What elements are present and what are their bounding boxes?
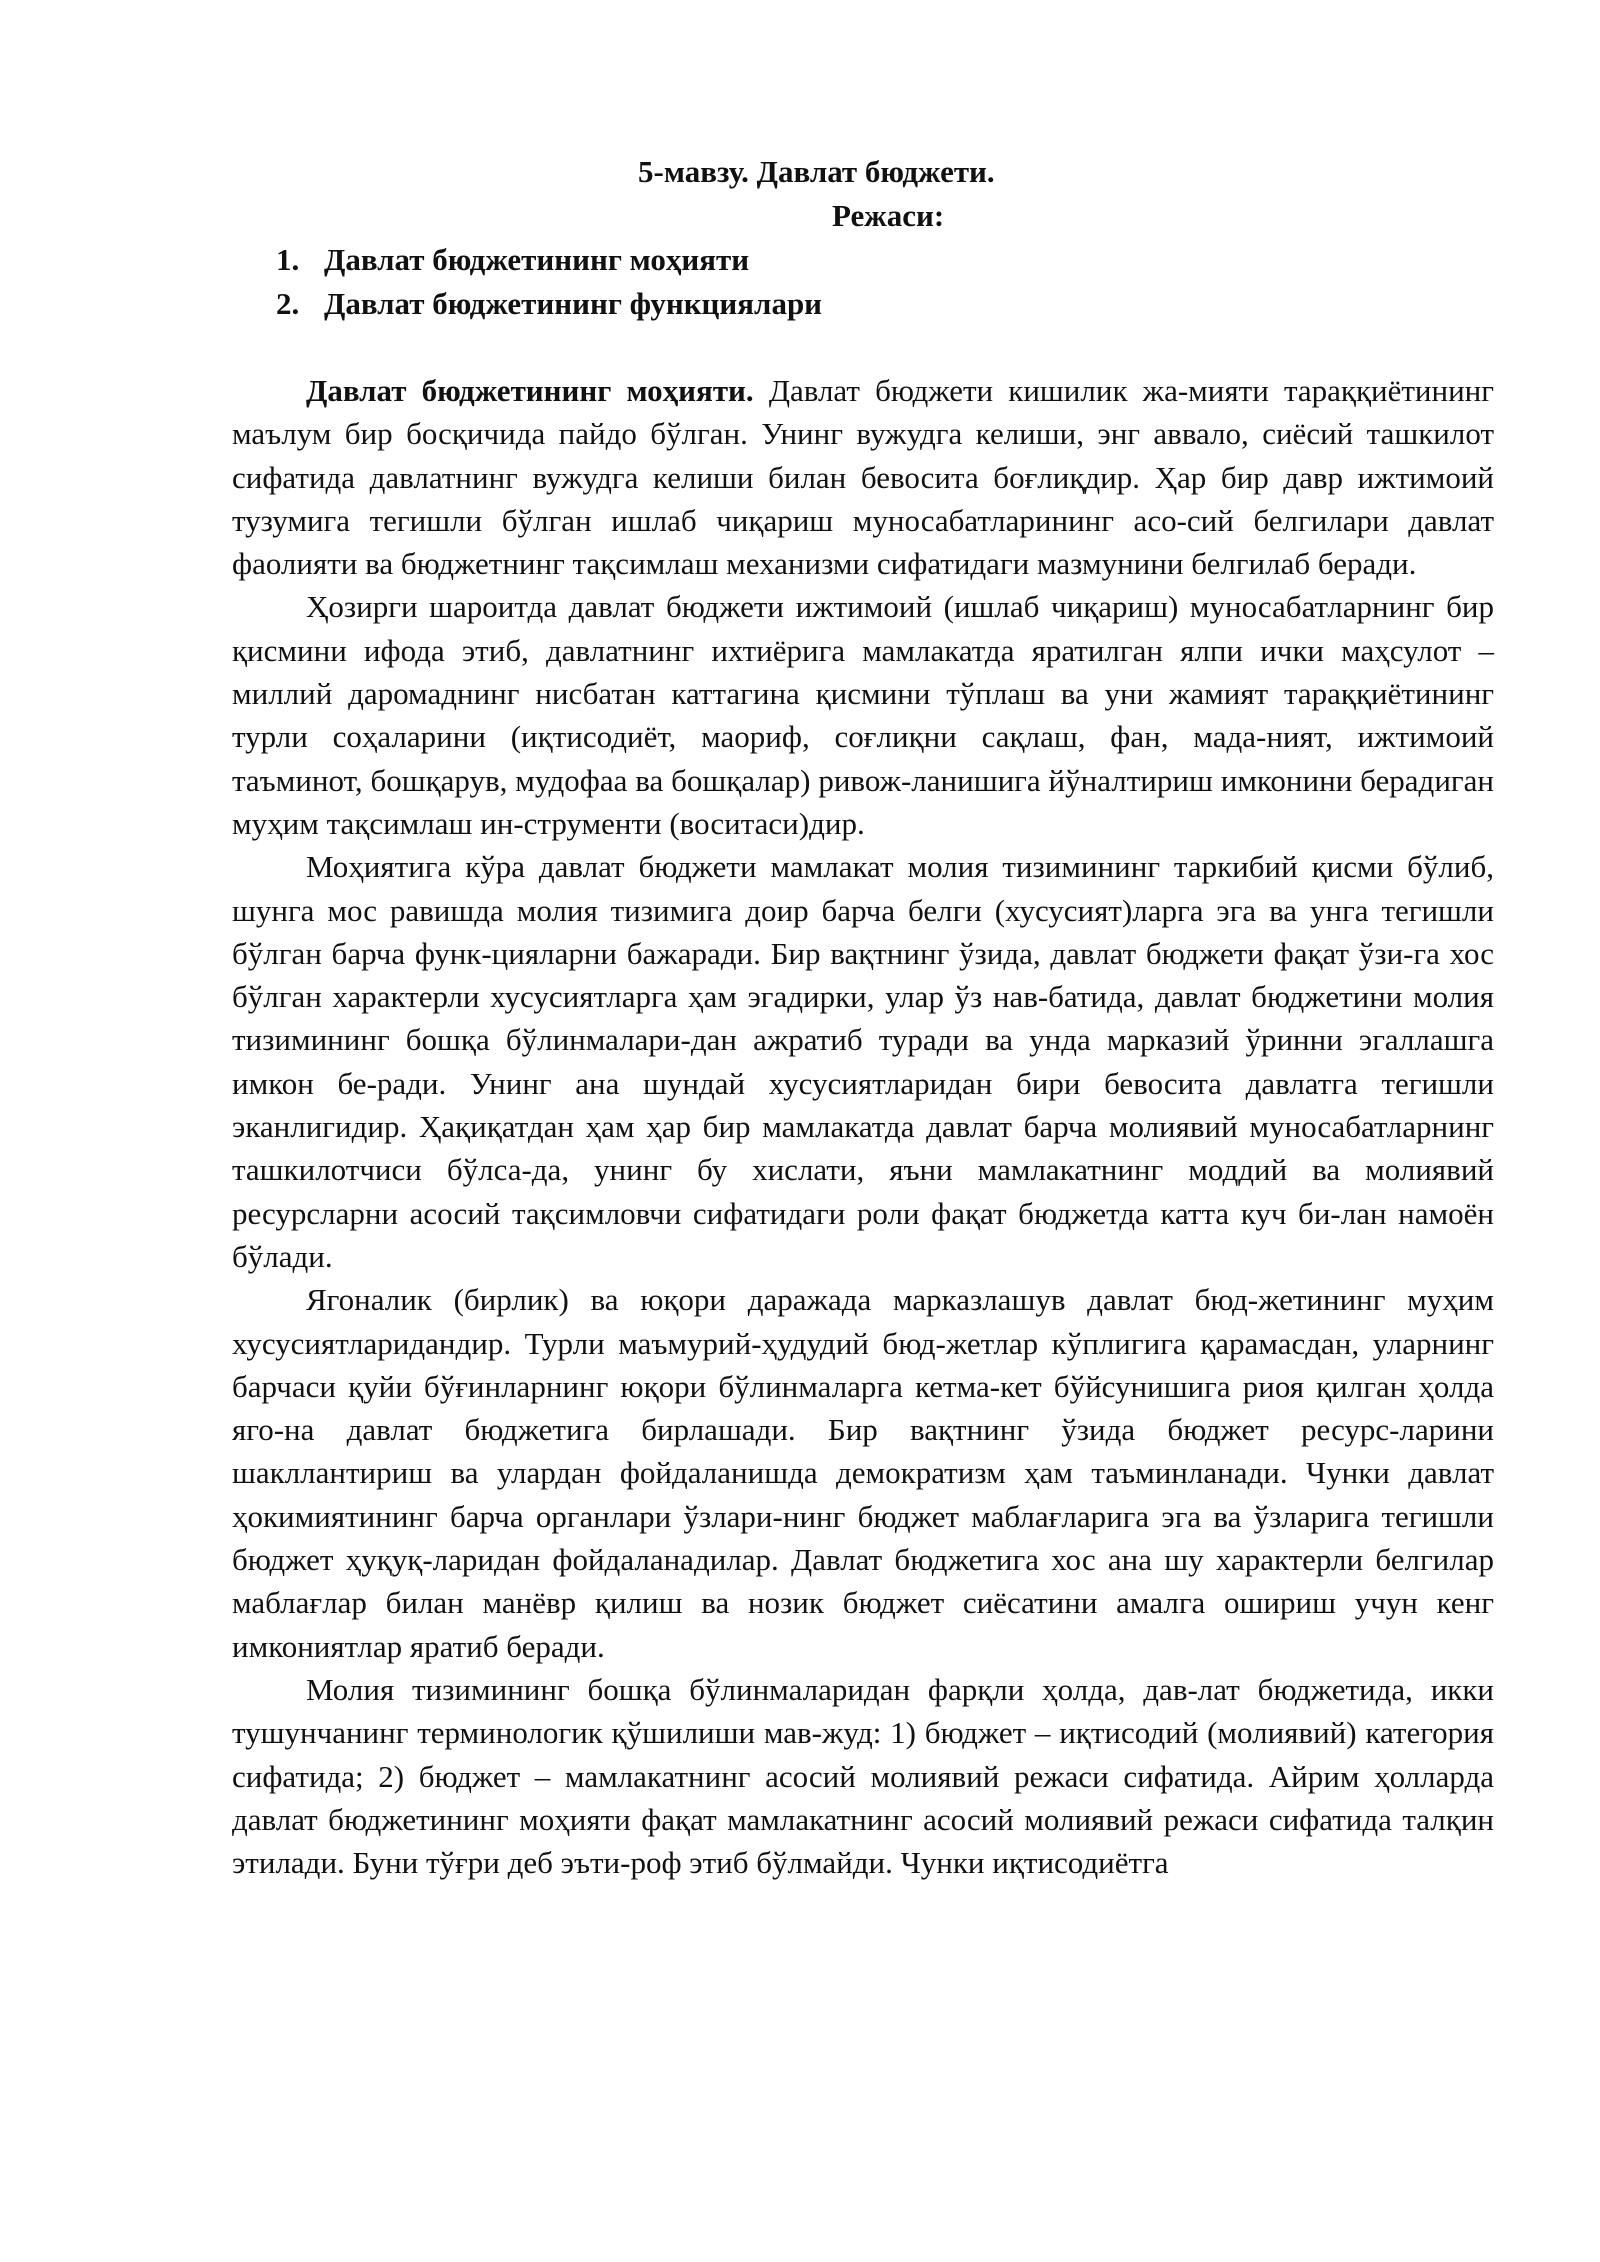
paragraph-1-text: Давлат бюджети кишилик жа-мияти тараққиётининг маълум бир босқичида пайдо бўлган. Унинг вужудга келиши, энг аввало, сиёсий ташкилот сифатида давлатнинг вужудга келиши билан бевосита боғлиқдир. Ҳар бир давр ижтимоий тузумига тегишли бўлган ишлаб чиқариш муносабатларининг асо-сий белгилари давлат фаолияти ва бюджетнинг тақсимлаш механизми сифатидаги мазмунини белгилаб беради. bbox=[232, 373, 1494, 582]
plan-item-number: 1. bbox=[276, 242, 300, 277]
paragraph-1 bbox=[232, 369, 1494, 585]
plan-item-text: Давлат бюджетининг моҳияти bbox=[324, 242, 750, 277]
body-text bbox=[232, 369, 1494, 1884]
section-lead-heading: Давлат бюджетининг моҳияти. bbox=[306, 373, 754, 408]
document-page bbox=[232, 150, 1494, 1884]
paragraph-4: Ягоналик (бирлик) ва юқори даражада марказлашув давлат бюд-жетининг муҳим хусусиятларидандир. Турли маъмурий-ҳудудий бюд-жетлар кўплигига қарамасдан, уларнинг барчаси қуйи бўғинларнинг юқори бўлинмаларга кетма-кет бўйсунишига риоя қилган ҳолда яго-на давлат бюджетига бирлашади. Бир вақтнинг ўзида бюджет ресурс-ларини шакллантириш ва улардан фойдаланишда демократизм ҳам таъминланади. Чунки давлат ҳокимиятининг барча органлари ўзлари-нинг бюджет маблағларига эга ва ўзларига тегишли бюджет ҳуқуқ-ларидан фойдаланадилар. Давлат бюджетига хос ана шу характерли белгилар маблағлар билан манёвр қилиш ва нозик бюджет сиёсатини амалга ошириш учун кенг имкониятлар яратиб беради. bbox=[232, 1282, 1494, 1664]
plan-item-1 bbox=[276, 238, 1494, 282]
plan-item-2 bbox=[276, 282, 1494, 326]
plan-item-text: Давлат бюджетининг функциялари bbox=[324, 286, 823, 321]
paragraph-3: Моҳиятига кўра давлат бюджети мамлакат молия тизимининг таркибий қисми бўлиб, шунга мос равишда молия тизимига доир барча белги (хусусият)ларга эга ва унга тегишли бўлган барча функ-цияларни бажаради. Бир вақтнинг ўзида, давлат бюджети фақат ўзи-га хос бўлган характерли хусусиятларга ҳам эгадирки, улар ўз нав-батида, давлат бюджетини молия тизимининг бошқа бўлинмалари-дан ажратиб туради ва унда марказий ўринни эгаллашга имкон бе-ради. Унинг ана шундай хусусиятларидан бири бевосита давлатга тегишли эканлигидир. Ҳақиқатдан ҳам ҳар бир мамлакатда давлат барча молиявий муносабатларнинг ташкилотчиси бўлса-да, унинг бу хислати, яъни мамлакатнинг моддий ва молиявий ресурсларни асосий тақсимловчи сифатидаги роли фақат бюджетда катта куч би-лан намоён бўлади. bbox=[232, 849, 1494, 1274]
plan-heading: Режаси: bbox=[832, 198, 945, 233]
page-title: 5-мавзу. Давлат бюджети. bbox=[638, 154, 995, 189]
paragraph-2: Ҳозирги шароитда давлат бюджети ижтимоий (ишлаб чиқариш) муносабатларнинг бир қисмини ифода этиб, давлатнинг ихтиёрига мамлакатда яратилган ялпи ички маҳсулот – миллий даромаднинг нисбатан каттагина қисмини тўплаш ва уни жамият тараққиётининг турли соҳаларини (иқтисодиёт, маориф, соғлиқни сақлаш, фан, мада-ният, ижтимоий таъминот, бошқарув, мудофаа ва бошқалар) ривож-ланишига йўналтириш имконини берадиган муҳим тақсимлаш ин-струменти (воситаси)дир. bbox=[232, 589, 1494, 841]
plan-list bbox=[232, 238, 1494, 326]
plan-item-number: 2. bbox=[276, 286, 300, 321]
paragraph-5: Молия тизимининг бошқа бўлинмаларидан фарқли ҳолда, дав-лат бюджетида, икки тушунчанинг терминологик қўшилиши мав-жуд: 1) бюджет – иқтисодий (молиявий) категория сифатида; 2) бюджет – мамлакатнинг асосий молиявий режаси сифатида. Айрим ҳолларда давлат бюджетининг моҳияти фақат мамлакатнинг асосий молиявий режаси сифатида талқин этилади. Буни тўғри деб эъти-роф этиб бўлмайди. Чунки иқтисодиётга bbox=[232, 1671, 1494, 1881]
